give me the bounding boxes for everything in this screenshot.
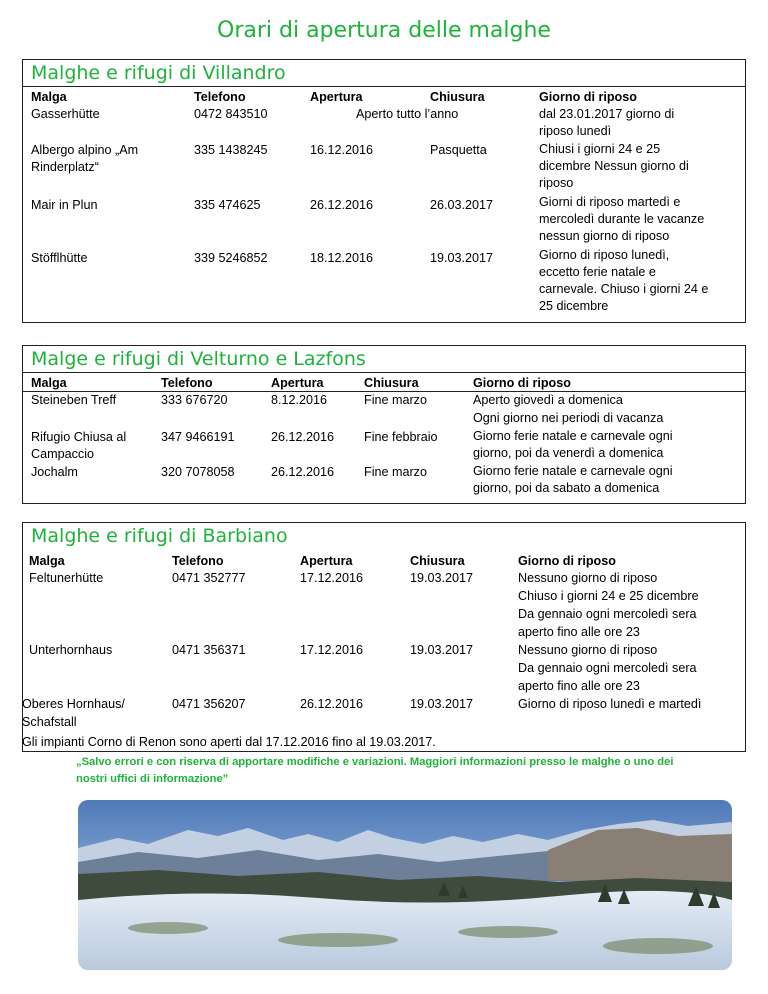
cell-apertura: 26.12.2016: [300, 697, 364, 711]
cell-telefono: 0471 356207: [172, 697, 246, 711]
cell-malga: Feltunerhütte: [29, 571, 104, 585]
cell-riposo: Giorno ferie natale e carnevale ogni: [473, 429, 673, 443]
cell-riposo: giorno, poi da sabato a domenica: [473, 481, 660, 495]
cell-telefono: 0471 356371: [172, 643, 246, 657]
cell-riposo: Da gennaio ogni mercoledì sera: [518, 661, 697, 675]
mountain-landscape-photo: [78, 800, 732, 970]
col-header-malga: Malga: [31, 90, 67, 104]
col-header-apertura: Apertura: [300, 554, 353, 568]
disclaimer-line: nostri uffici di informazione”: [76, 773, 229, 785]
cell-malga: Schafstall: [22, 715, 77, 729]
cell-riposo: Da gennaio ogni mercoledì sera: [518, 607, 697, 621]
cell-malga: Mair in Plun: [31, 198, 98, 212]
col-header-chiusura: Chiusura: [410, 554, 465, 568]
cell-chiusura: Fine febbraio: [364, 430, 438, 444]
cell-chiusura: 19.03.2017: [430, 251, 494, 265]
col-header-riposo: Giorno di riposo: [518, 554, 616, 568]
col-header-chiusura: Chiusura: [364, 376, 419, 390]
col-header-telefono: Telefono: [194, 90, 246, 104]
cell-malga: Stöfflhütte: [31, 251, 88, 265]
cell-malga: Unterhornhaus: [29, 643, 113, 657]
cell-riposo: mercoledì durante le vacanze: [539, 212, 705, 226]
cell-riposo: carnevale. Chiuso i giorni 24 e: [539, 282, 709, 296]
cell-apertura: 16.12.2016: [310, 143, 374, 157]
cell-telefono: 339 5246852: [194, 251, 268, 265]
cell-malga: Gasserhütte: [31, 107, 100, 121]
cell-riposo: Chiusi i giorni 24 e 25: [539, 142, 661, 156]
cell-riposo: Nessuno giorno di riposo: [518, 571, 658, 585]
cell-riposo: 25 dicembre: [539, 299, 609, 313]
cell-riposo: Chiuso i giorni 24 e 25 dicembre: [518, 589, 699, 603]
col-header-apertura: Apertura: [310, 90, 363, 104]
cell-riposo: dal 23.01.2017 giorno di: [539, 107, 675, 121]
cell-telefono: 0471 352777: [172, 571, 246, 585]
col-header-riposo: Giorno di riposo: [539, 90, 637, 104]
cell-riposo: Nessuno giorno di riposo: [518, 643, 658, 657]
cell-malga: Albergo alpino „Am: [31, 143, 139, 157]
cell-riposo: Giorno ferie natale e carnevale ogni: [473, 464, 673, 478]
cell-telefono: 320 7078058: [161, 465, 235, 479]
col-header-chiusura: Chiusura: [430, 90, 485, 104]
cell-apertura: 26.12.2016: [310, 198, 374, 212]
col-header-telefono: Telefono: [172, 554, 224, 568]
cell-apertura: 17.12.2016: [300, 571, 364, 585]
cell-riposo: Giorno di riposo lunedì e martedì: [518, 697, 702, 711]
lift-note: Gli impianti Corno di Renon sono aperti dal 17.12.2016 fino al 19.03.2017.: [22, 735, 436, 749]
cell-riposo: nessun giorno di riposo: [539, 229, 670, 243]
disclaimer: [76, 754, 746, 788]
cell-telefono: 333 676720: [161, 393, 228, 407]
cell-malga: Rinderplatz“: [31, 160, 99, 174]
cell-apertura: 8.12.2016: [271, 393, 328, 407]
cell-malga: Campaccio: [31, 447, 94, 461]
section-villandro: [22, 59, 746, 323]
col-header-apertura: Apertura: [271, 376, 324, 390]
cell-chiusura: 19.03.2017: [410, 571, 474, 585]
col-header-malga: Malga: [31, 376, 67, 390]
cell-riposo: riposo lunedì: [539, 124, 612, 138]
cell-riposo: riposo: [539, 176, 574, 190]
page-title: Orari di apertura delle malghe: [217, 18, 551, 43]
cell-telefono: 347 9466191: [161, 430, 235, 444]
landscape-illustration: [78, 800, 732, 970]
cell-chiusura: Fine marzo: [364, 465, 427, 479]
cell-apertura: 26.12.2016: [271, 465, 335, 479]
cell-riposo: Ogni giorno nei periodi di vacanza: [473, 411, 664, 425]
section-heading: Malge e rifugi di Velturno e Lazfons: [23, 346, 745, 373]
section-barbiano: [22, 522, 746, 752]
disclaimer-line: „Salvo errori e con riserva di apportare modifiche e variazioni. Maggiori informazioni presso le malghe o uno dei: [76, 756, 674, 768]
col-header-telefono: Telefono: [161, 376, 213, 390]
cell-riposo: aperto fino alle ore 23: [518, 679, 640, 693]
cell-telefono: 0472 843510: [194, 107, 268, 121]
cell-open-all-year: Aperto tutto l’anno: [356, 107, 459, 121]
cell-telefono: 335 1438245: [194, 143, 268, 157]
cell-riposo: giorno, poi da venerdì a domenica: [473, 446, 664, 460]
cell-telefono: 335 474625: [194, 198, 261, 212]
section-heading: Malghe e rifugi di Barbiano: [31, 525, 288, 547]
cell-apertura: 18.12.2016: [310, 251, 374, 265]
cell-riposo: eccetto ferie natale e: [539, 265, 656, 279]
cell-riposo: Giorni di riposo martedì e: [539, 195, 681, 209]
cell-chiusura: Pasquetta: [430, 143, 487, 157]
cell-riposo: aperto fino alle ore 23: [518, 625, 640, 639]
cell-chiusura: 19.03.2017: [410, 697, 474, 711]
section-velturno: [22, 345, 746, 504]
cell-malga: Jochalm: [31, 465, 78, 479]
cell-malga: Oberes Hornhaus/: [22, 697, 125, 711]
cell-malga: Rifugio Chiusa al: [31, 430, 127, 444]
cell-chiusura: 26.03.2017: [430, 198, 494, 212]
cell-chiusura: Fine marzo: [364, 393, 427, 407]
cell-apertura: 17.12.2016: [300, 643, 364, 657]
cell-riposo: dicembre Nessun giorno di: [539, 159, 689, 173]
cell-riposo: Aperto giovedì a domenica: [473, 393, 623, 407]
cell-malga: Steineben Treff: [31, 393, 117, 407]
cell-chiusura: 19.03.2017: [410, 643, 474, 657]
section-heading: Malghe e rifugi di Villandro: [23, 60, 745, 87]
col-header-malga: Malga: [29, 554, 65, 568]
cell-riposo: Giorno di riposo lunedì,: [539, 248, 670, 262]
cell-apertura: 26.12.2016: [271, 430, 335, 444]
col-header-riposo: Giorno di riposo: [473, 376, 571, 390]
